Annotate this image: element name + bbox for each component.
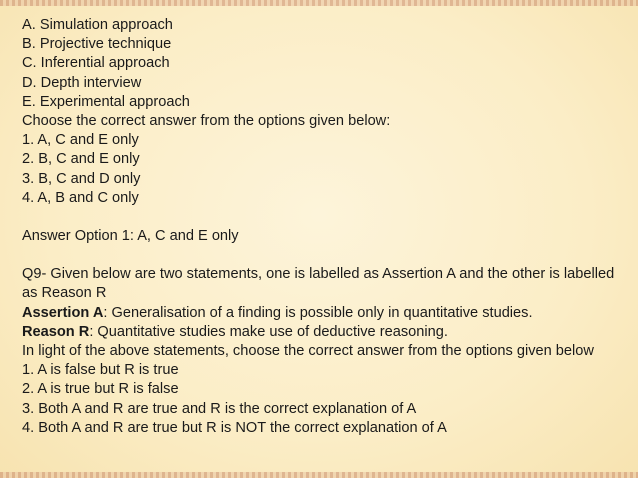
q9-choice-1: 1. A is false but R is true bbox=[22, 362, 179, 379]
q9-reason bbox=[22, 323, 622, 342]
option-c: C. Inferential approach bbox=[22, 55, 170, 72]
q9-choice-4: 4. Both A and R are true but R is NOT the correct explanation of A bbox=[22, 419, 447, 436]
q9-choice-3: 3. Both A and R are true and R is the correct explanation of A bbox=[22, 400, 417, 417]
q8-choice-2: 2. B, C and E only bbox=[22, 151, 140, 168]
top-border bbox=[0, 0, 638, 6]
q9-question: Q9- Given below are two statements, one is labelled as Assertion A and the other is labelled as Reason R bbox=[22, 266, 615, 302]
q8-choice-4: 4. A, B and C only bbox=[22, 189, 139, 206]
reason-label: Reason R bbox=[22, 323, 90, 340]
option-b: B. Projective technique bbox=[22, 36, 172, 53]
q8-answer: Answer Option 1: A, C and E only bbox=[22, 228, 239, 245]
option-d: D. Depth interview bbox=[22, 74, 142, 91]
assertion-label: Assertion A bbox=[22, 304, 104, 321]
q9-choice-2: 2. A is true but R is false bbox=[22, 381, 179, 398]
assertion-text: : Generalisation of a finding is possible only in quantitative studies. bbox=[103, 304, 533, 321]
spacer bbox=[22, 208, 622, 227]
q8-instruction: Choose the correct answer from the options given below: bbox=[22, 113, 391, 130]
slide-content bbox=[22, 16, 622, 438]
reason-text: : Quantitative studies make use of deductive reasoning. bbox=[89, 323, 448, 340]
option-a: A. Simulation approach bbox=[22, 17, 173, 33]
q8-choice-3: 3. B, C and D only bbox=[22, 170, 141, 187]
q9-assertion bbox=[22, 304, 622, 323]
bottom-border bbox=[0, 472, 638, 478]
option-e: E. Experimental approach bbox=[22, 93, 190, 110]
spacer bbox=[22, 246, 622, 265]
q9-instruction: In light of the above statements, choose the correct answer from the options given below bbox=[22, 343, 594, 360]
q8-choice-1: 1. A, C and E only bbox=[22, 132, 139, 149]
